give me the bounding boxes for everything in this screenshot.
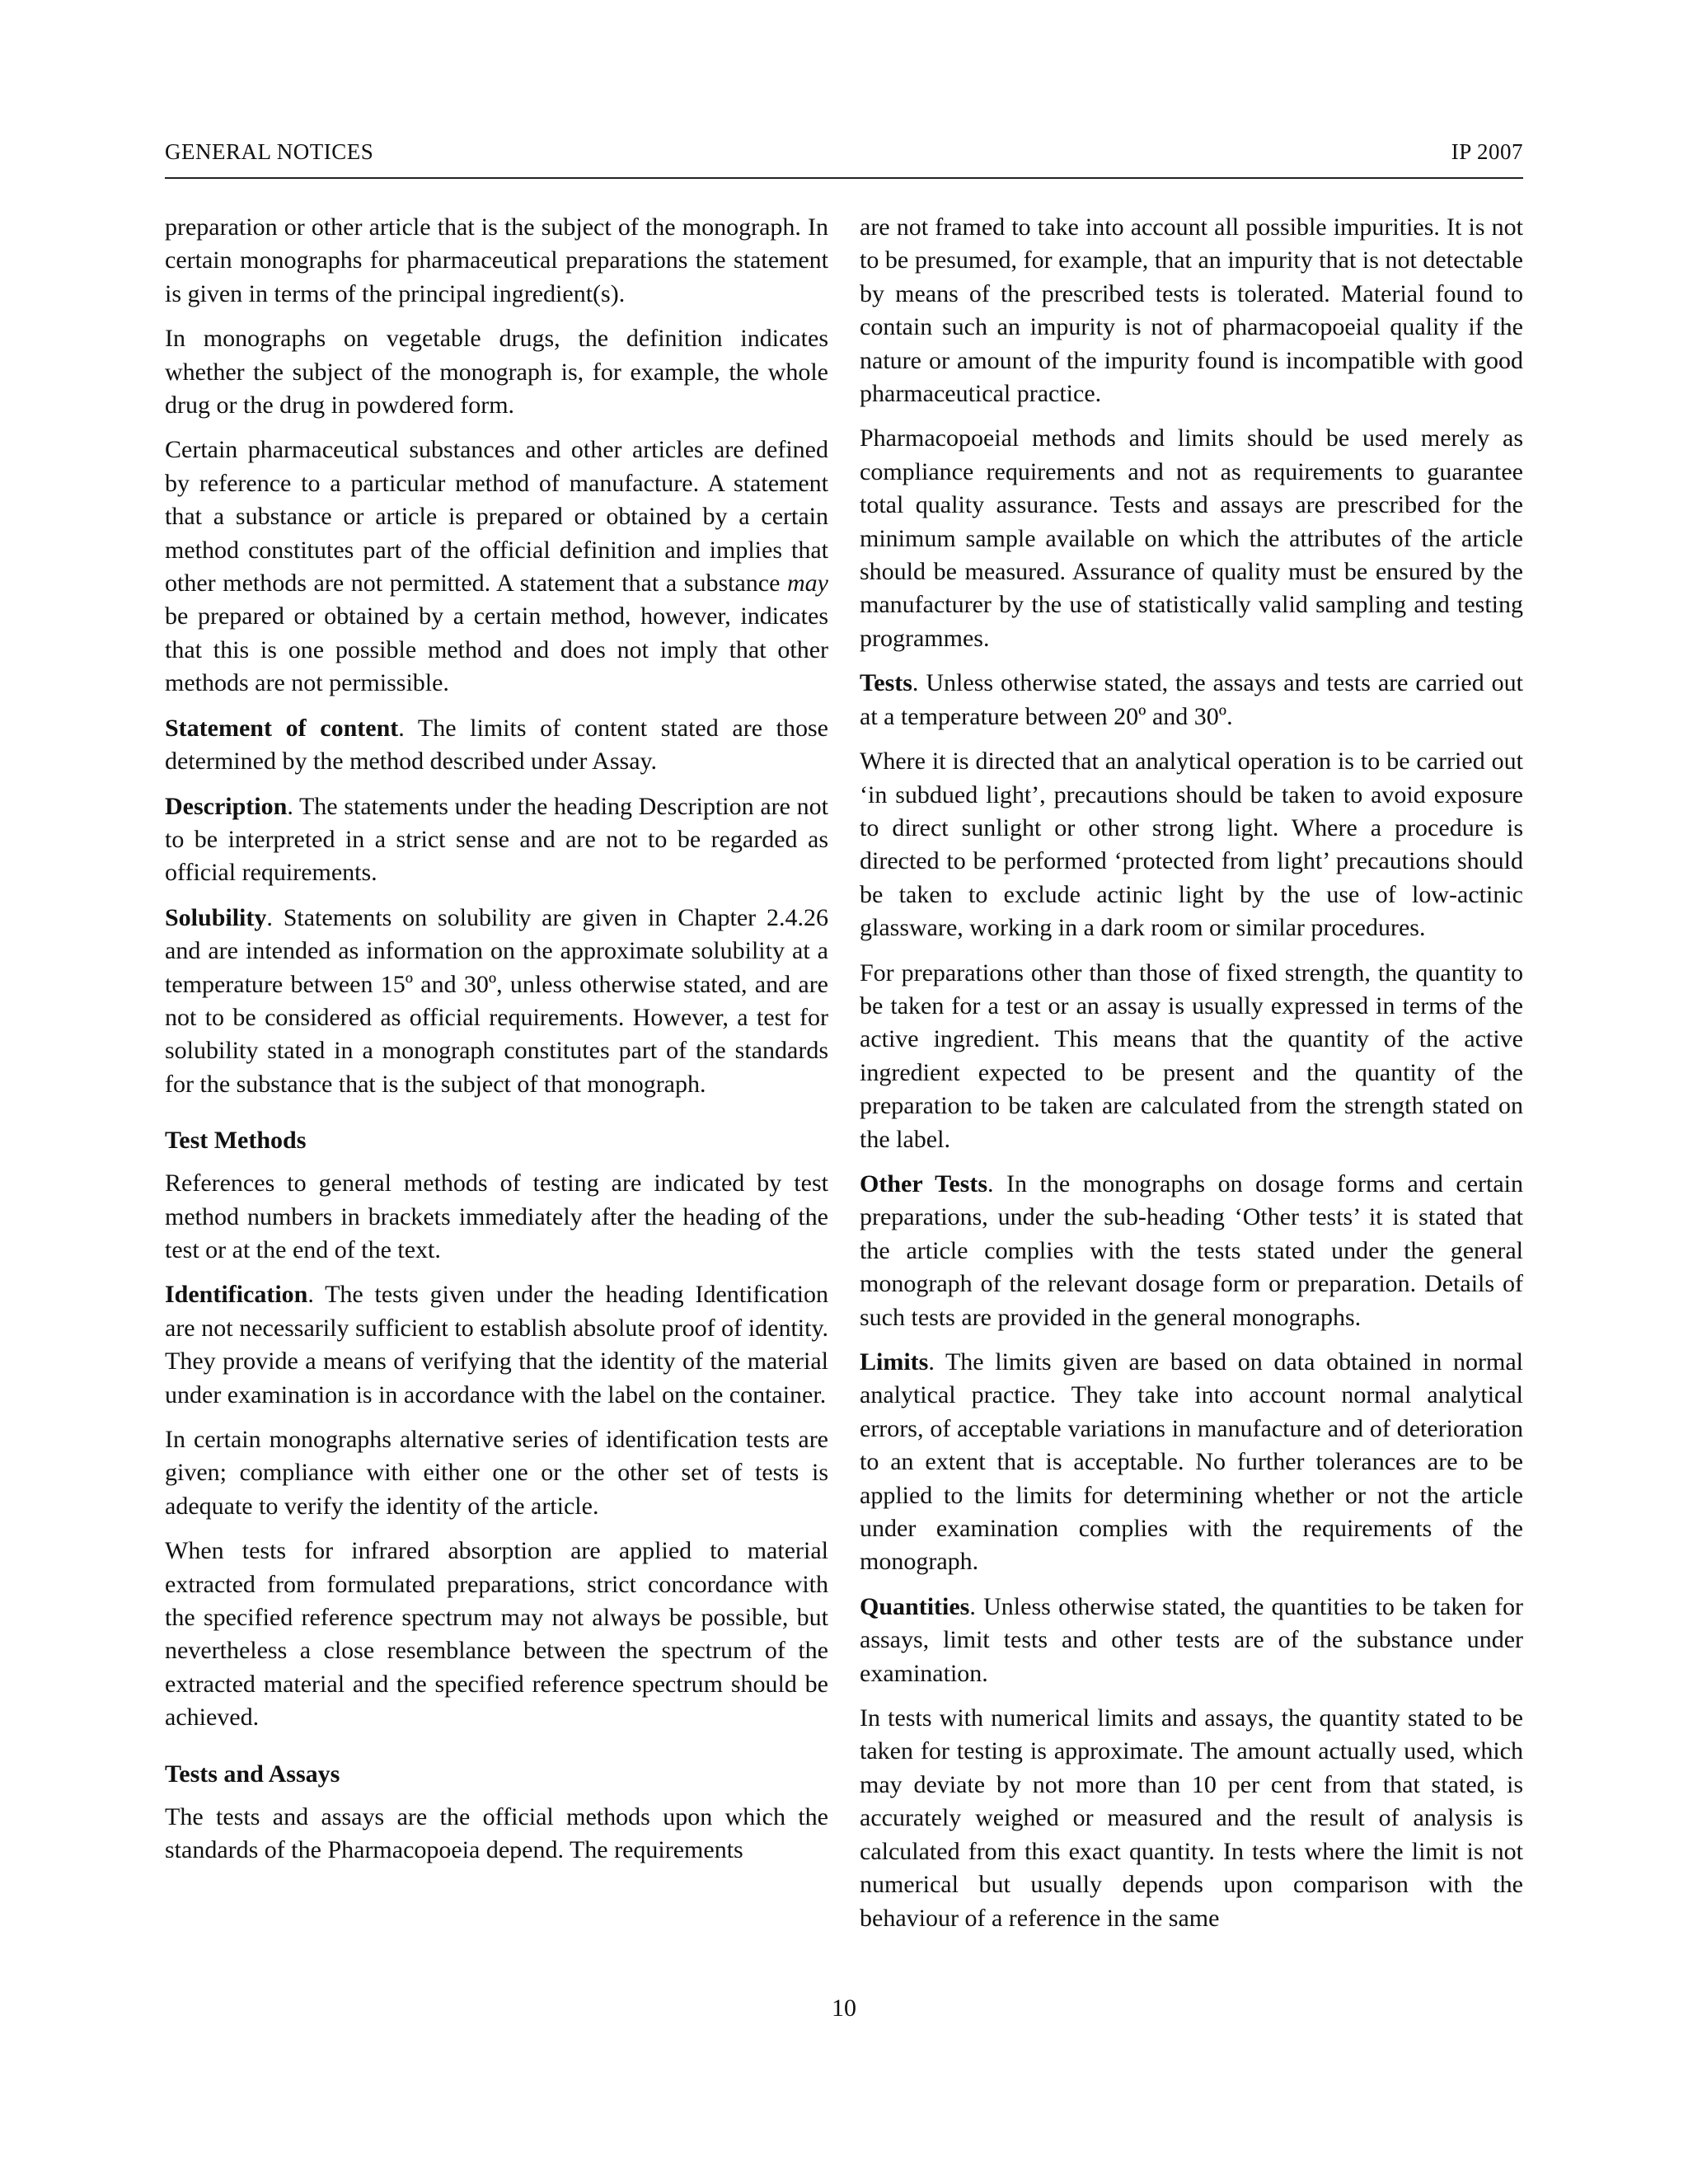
paragraph: [165, 434, 828, 700]
paragraph: When tests for infrared absorption are applied to material extracted from formulated preparations, strict concordance with the specified reference spectrum may not always be possible, but nevertheless a close resemblance between the spectrum of the extracted material and the specified reference spectrum should be achieved.: [165, 1537, 828, 1732]
paragraph-text: . The limits given are based on data obtained in normal analytical practice. They take into account normal analytical errors, of acceptable variations in manufacture and of deterioration to an extent that is acceptable. No further tolerances are to be applied to the limits for determining whether or not the article under examination complies with the requirements of the monograph.: [860, 1348, 1523, 1576]
header-section-title: GENERAL NOTICES: [165, 139, 374, 164]
paragraph-statement-of-content: [165, 712, 828, 779]
paragraph: In tests with numerical limits and assays, the quantity stated to be taken for testing is approximate. The amount actually used, which may deviate by not more than 10 per cent from that stated, is accurately weighed or measured and the result of analysis is calculated from this exact quantity. In tests where the limit is not numerical but usually depends upon comparison with the behaviour of a reference in the same: [860, 1704, 1523, 1932]
paragraph: preparation or other article that is the subject of the monograph. In certain monographs for pharmaceutical preparations the statement is given in terms of the principal ingredient(s).: [165, 213, 828, 307]
paragraph-quantities: [860, 1591, 1523, 1690]
paragraph-solubility: [165, 902, 828, 1101]
paragraph: Pharmacopoeial methods and limits should be used merely as compliance requirements and not as requirements to guarantee total quality assurance. Tests and assays are prescribed for the minimum sample available on which the attributes of the article should be measured. Assurance of quality must be ensured by the manufacturer by the use of statistically valid sampling and testing programmes.: [860, 424, 1523, 652]
paragraph: The tests and assays are the official methods upon which the standards of the Pharmacopoeia depend. The requirements: [165, 1802, 828, 1864]
section-heading-test-methods: Test Methods: [165, 1127, 307, 1155]
paragraph-text: . The statements under the heading Description are not to be interpreted in a strict sense and are not to be regarded as official requirements.: [165, 792, 828, 887]
paragraph-tests: [860, 667, 1523, 733]
emphasis: may: [787, 569, 828, 598]
paragraph-text: . The limits of content stated are those determined by the method described under Assay.: [165, 714, 828, 776]
paragraph-text: . Unless otherwise stated, the assays and tests are carried out at a temperature between 20º and 30º.: [860, 669, 1523, 730]
paragraph-description: [165, 790, 828, 890]
term: Identification: [165, 1281, 308, 1309]
paragraph-other-tests: [860, 1168, 1523, 1334]
left-column: [165, 211, 828, 1878]
header-edition: IP 2007: [1451, 139, 1523, 164]
paragraph: Where it is directed that an analytical operation is to be carried out ‘in subdued light’, precautions should be taken to avoid exposure to direct sunlight or other strong light. Where a procedure is directed to be performed ‘protected from light’ precautions should be taken to exclude actinic light by the use of low-actinic glassware, working in a dark room or similar procedures.: [860, 748, 1523, 942]
paragraph-text: . In the monographs on dosage forms and certain preparations, under the sub-heading ‘Other tests’ it is stated that the article complies with the tests stated under the general monograph of the relevant dosage form or preparation. Details of such tests are provided in the general monographs.: [860, 1169, 1523, 1331]
term: Limits: [860, 1348, 929, 1376]
running-header: [165, 136, 1523, 179]
paragraph-identification: [165, 1278, 828, 1412]
paragraph-limits: [860, 1346, 1523, 1579]
term: Quantities: [860, 1592, 970, 1620]
page-number: 10: [832, 1994, 856, 2022]
term: Statement of content: [165, 714, 399, 742]
term: Solubility: [165, 903, 267, 931]
paragraph: For preparations other than those of fixed strength, the quantity to be taken for a test or an assay is usually expressed in terms of the active ingredient. This means that the quantity of the active ingredient expected to be present and the quantity of the preparation to be taken are calculated from the strength stated on the label.: [860, 958, 1523, 1153]
paragraph-text: Certain pharmaceutical substances and other articles are defined by reference to a particular method of manufacture. A statement that a substance or article is prepared or obtained by a certain method constitutes part of the official definition and implies that other methods are not permitted. A statement that a substance: [165, 436, 828, 598]
term: Tests: [860, 669, 912, 697]
paragraph: are not framed to take into account all possible impurities. It is not to be presumed, for example, that an impurity that is not detectable by means of the prescribed tests is tolerated. Material found to contain such an impurity is not of pharmacopoeial quality if the nature or amount of the impurity found is incompatible with good pharmaceutical practice.: [860, 213, 1523, 408]
paragraph-text: . Statements on solubility are given in Chapter 2.4.26 and are intended as information on the approximate solubility at a temperature between 15º and 30º, unless otherwise stated, and are not to be considered as official requirements. However, a test for solubility stated in a monograph constitutes part of the standards for the substance that is the subject of that monograph.: [165, 903, 828, 1098]
paragraph-text: . The tests given under the heading Identification are not necessarily sufficient to establish absolute proof of identity. They provide a means of verifying that the identity of the material under examination is in accordance with the label on the container.: [165, 1281, 828, 1408]
paragraph-text: . Unless otherwise stated, the quantities to be taken for assays, limit tests and other tests are of the substance under examination.: [860, 1592, 1523, 1687]
term: Description: [165, 792, 288, 820]
right-column: [860, 211, 1523, 1947]
section-heading-tests-and-assays: Tests and Assays: [165, 1760, 340, 1788]
term: Other Tests: [860, 1169, 988, 1197]
paragraph: References to general methods of testing are indicated by test method numbers in brackets immediately after the heading of the test or at the end of the text.: [165, 1169, 828, 1263]
paragraph: In monographs on vegetable drugs, the definition indicates whether the subject of the monograph is, for example, the whole drug or the drug in powdered form.: [165, 325, 828, 419]
paragraph-text: be prepared or obtained by a certain method, however, indicates that this is one possible method and does not imply that other methods are not permissible.: [165, 602, 828, 697]
paragraph: In certain monographs alternative series of identification tests are given; compliance with either one or the other set of tests is adequate to verify the identity of the article.: [165, 1426, 828, 1520]
